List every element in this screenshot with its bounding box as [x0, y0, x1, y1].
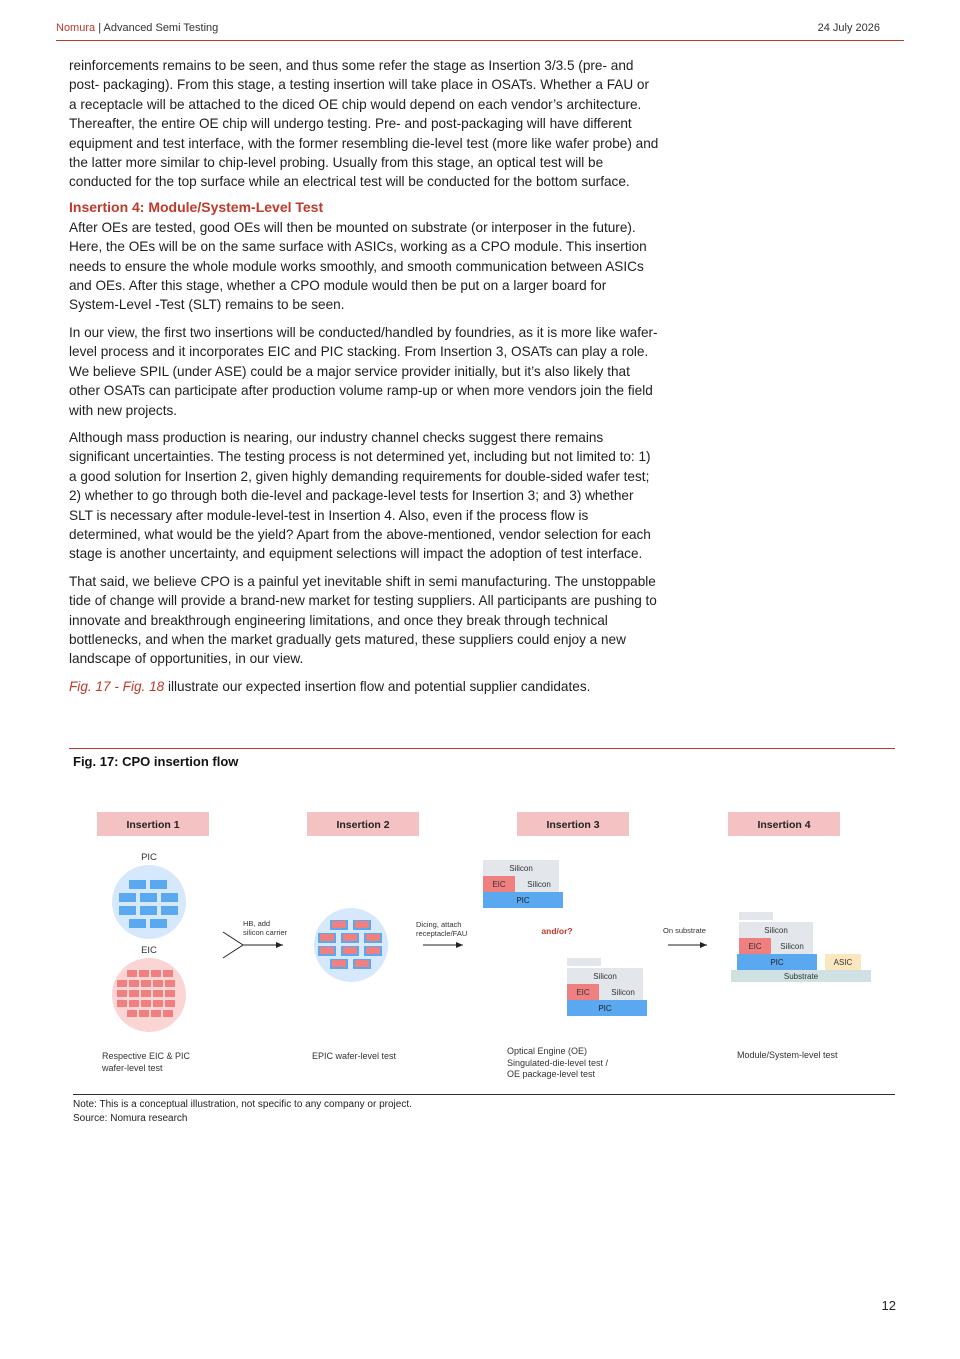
arrow-2-label-line-1: Dicing, attach: [416, 920, 462, 929]
eic-wafer-label: EIC: [141, 945, 157, 956]
eic-wafer-icon: [112, 958, 186, 1032]
svg-text:Silicon: Silicon: [593, 972, 617, 981]
svg-text:Silicon: Silicon: [780, 942, 804, 951]
svg-text:EIC: EIC: [748, 942, 762, 951]
figure-canvas: [73, 780, 895, 1094]
figure-bottom-rule: [73, 1094, 895, 1095]
module-stack: [731, 912, 871, 982]
pic-wafer-label: PIC: [141, 852, 157, 863]
svg-text:EIC: EIC: [492, 880, 506, 889]
insertion-4-box: [728, 812, 840, 836]
arrow-2-label-line-2: receptacle/FAU: [416, 929, 468, 938]
paragraph-6: [69, 677, 659, 696]
paragraph-6-text: illustrate our expected insertion flow and potential supplier candidates.: [164, 678, 591, 694]
header-brand: [56, 22, 218, 34]
caption-3-line-2: Singulated-die-level test /: [507, 1058, 609, 1068]
arrow-1-label-line-2: silicon carrier: [243, 928, 288, 937]
paragraph-4: Although mass production is nearing, our industry channel checks suggest there remains significant uncertainties. The testing process is not determined yet, including but not limited to: 1) a good solution for Insertion 2, given highly demanding requirements for double-sided wafer test; 2) whether to go through both die-level and package-level tests for Insertion 3; and 3) whether SLT is necessary after module-level-test in Insertion 4. Also, even if the process flow is determined, what would be the yield? Apart from the above-mentioned, vendor selection for each stage is another uncertainty, and equipment selections will impact the adoption of test interface.: [69, 429, 651, 562]
and-or-label: and/or?: [541, 926, 573, 936]
oe-die-stack-upper: [483, 860, 563, 908]
insertion-3-label: Insertion 3: [546, 819, 600, 831]
arrow-1-label-line-1: HB, add: [243, 919, 271, 928]
insertion-1-label: Insertion 1: [126, 819, 180, 831]
svg-text:PIC: PIC: [598, 1004, 612, 1013]
caption-1-line-1: Respective EIC & PIC: [102, 1051, 191, 1061]
caption-1-line-2: wafer-level test: [102, 1063, 163, 1073]
insertion-1-box: [97, 812, 209, 836]
source-text: Source: Nomura research: [73, 1113, 188, 1124]
body-text: [69, 56, 659, 704]
note-text: Note: This is a conceptual illustration, not specific to any company or project.: [73, 1099, 412, 1110]
svg-text:Substrate: Substrate: [783, 972, 819, 981]
header-separator: |: [98, 22, 102, 34]
svg-text:Silicon: Silicon: [527, 880, 551, 889]
svg-text:PIC: PIC: [770, 958, 784, 967]
insertion-2-box: [307, 812, 419, 836]
report-date: 24 July 2026: [817, 22, 880, 34]
insertion-4-label: Insertion 4: [757, 819, 811, 831]
caption-2: EPIC wafer-level test: [312, 1051, 397, 1061]
brand-name: Nomura: [56, 22, 96, 34]
page-header: [56, 21, 904, 41]
paragraph-2: After OEs are tested, good OEs will then be mounted on substrate (or interposer in the future). Here, the OEs will be on the same surface with ASICs, working as a CPO module. This insertion needs to ensure the whole module works smoothly, and smooth communication between ASICs and OEs. After this stage, whether a CPO module would then be put on a larger board for System-Level -Test (SLT) remains to be seen.: [69, 219, 647, 313]
svg-text:PIC: PIC: [516, 896, 530, 905]
caption-3-line-3: OE package-level test: [507, 1069, 596, 1079]
page-number: 12: [881, 1298, 896, 1313]
paragraph-5: That said, we believe CPO is a painful yet inevitable shift in semi manufacturing. The unstoppable tide of change will provide a brand-new market for testing suppliers. All participants are pushing to innovate and breakthrough engineering limitations, and once they break through technical bottlenecks, and when the market gradually gets matured, these suppliers could enjoy a new landscape of opportunities, in our view.: [69, 573, 657, 667]
figure-cpo-insertion-flow: [73, 780, 895, 1094]
svg-text:Silicon: Silicon: [764, 926, 788, 935]
caption-4: Module/System-level test: [737, 1050, 838, 1060]
figure-title: Fig. 17: CPO insertion flow: [73, 754, 239, 769]
epic-wafer-icon: [314, 908, 388, 982]
merge-arrow: [223, 919, 288, 958]
svg-text:Silicon: Silicon: [509, 864, 533, 873]
report-title: Advanced Semi Testing: [103, 22, 219, 34]
on-substrate-arrow: [663, 926, 707, 945]
oe-package-stack-lower: [567, 958, 647, 1016]
caption-3-line-1: Optical Engine (OE): [507, 1046, 588, 1056]
paragraph-1: reinforcements remains to be seen, and thus some refer the stage as Insertion 3/3.5 (pre- and post- packaging). From this stage, a testing insertion will take place in OSATs. Whether a FAU or a receptacle will be attached to the diced OE chip would depend on each vendor’s architecture. Thereafter, the entire OE chip will undergo testing. Pre- and post-packaging will have different equipment and test interface, with the former resembling die-level test (more like wafer probe) and the latter more similar to chip-level probing. Usually from this stage, an optical test will be conducted for the top surface while an electrical test will be conducted for the bottom surface.: [69, 58, 659, 190]
arrow-3-label: On substrate: [663, 926, 706, 935]
svg-text:Silicon: Silicon: [611, 988, 635, 997]
insertion-3-box: [517, 812, 629, 836]
dicing-arrow: [416, 920, 467, 945]
figure-reference-link[interactable]: Fig. 17 - Fig. 18: [69, 678, 165, 694]
paragraph-3: In our view, the first two insertions will be conducted/handled by foundries, as it is more like wafer-level process and it incorporates EIC and PIC stacking. From Insertion 3, OSATs can play a role. We believe SPIL (under ASE) could be a major service provider initially, but it’s also likely that other OSATs can participate after production volume ramp-up or when more vendors join the field with new projects.: [69, 324, 658, 418]
section-heading: Insertion 4: Module/System-Level Test: [69, 198, 324, 215]
pic-wafer-icon: [112, 865, 186, 939]
svg-text:ASIC: ASIC: [833, 958, 853, 967]
figure-note: [73, 1098, 412, 1126]
insertion-2-label: Insertion 2: [336, 819, 390, 831]
svg-text:EIC: EIC: [576, 988, 590, 997]
figure-top-rule: [69, 748, 895, 749]
